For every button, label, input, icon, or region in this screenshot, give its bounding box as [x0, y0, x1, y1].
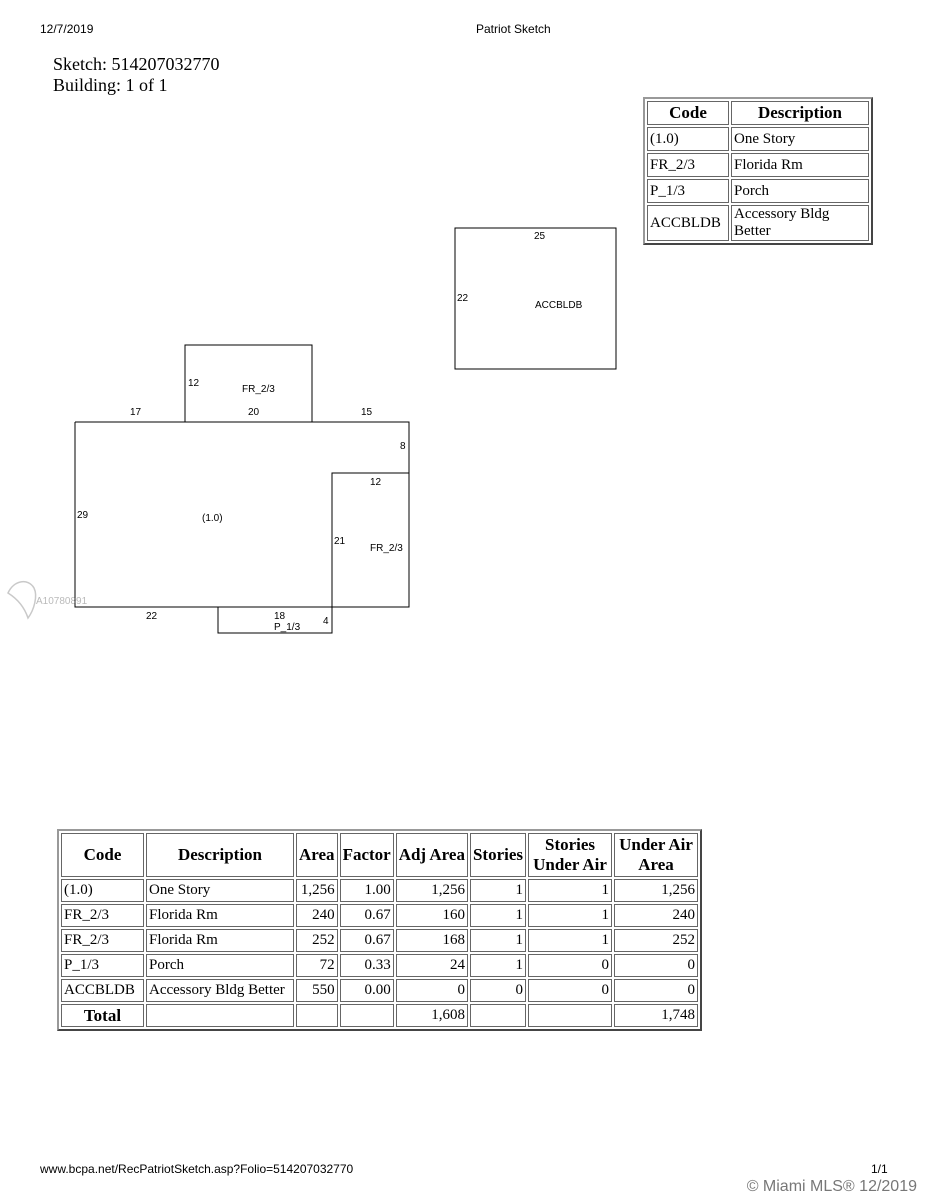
area-stories-under-air: 0: [528, 979, 612, 1002]
area-code: (1.0): [61, 879, 144, 902]
area-stories-under-air: 0: [528, 954, 612, 977]
area-adj-area: 0: [396, 979, 468, 1002]
area-under-air-area: 252: [614, 929, 698, 952]
area-adj-area: 160: [396, 904, 468, 927]
area-header-row: [61, 833, 698, 877]
area-total-row: [61, 1004, 698, 1027]
page-header-title: Patriot Sketch: [476, 22, 551, 36]
legend-description: Florida Rm: [731, 153, 869, 177]
area-adj-area: 1,256: [396, 879, 468, 902]
legend-header-code: Code: [647, 101, 729, 125]
legend-description: Accessory Bldg Better: [731, 205, 869, 241]
florida-room-top-name-label: FR_2/3: [242, 384, 275, 395]
page-number: 1/1: [871, 1162, 888, 1176]
area-stories-under-air: 1: [528, 904, 612, 927]
building-count: Building: 1 of 1: [53, 75, 168, 95]
area-row: [61, 979, 698, 1002]
accbldb-depth-label: 22: [457, 293, 469, 304]
area-description: Accessory Bldg Better: [146, 979, 294, 1002]
area-adj-area: 168: [396, 929, 468, 952]
area-summary-table: [57, 829, 702, 1031]
page-url: www.bcpa.net/RecPatriotSketch.asp?Folio=514207032770: [40, 1162, 354, 1176]
total-empty-cell: [146, 1004, 294, 1027]
porch-name-label: P_1/3: [274, 622, 301, 633]
area-row: [61, 954, 698, 977]
area-value: 550: [296, 979, 338, 1002]
main-top-right-length-label: 15: [361, 407, 373, 418]
area-code: ACCBLDB: [61, 979, 144, 1002]
area-under-air-area: 1,256: [614, 879, 698, 902]
porch-depth-label: 4: [323, 616, 329, 627]
area-header-adj-area: Adj Area: [396, 833, 468, 877]
florida-room-right-depth-label: 21: [334, 536, 346, 547]
legend-header-description: Description: [731, 101, 869, 125]
total-under-air-area: 1,748: [614, 1004, 698, 1027]
area-header-under-air-area: Under Air Area: [614, 833, 698, 877]
area-value: 240: [296, 904, 338, 927]
area-stories: 1: [470, 954, 526, 977]
florida-room-right-name-label: FR_2/3: [370, 543, 403, 554]
area-factor: 0.67: [340, 929, 394, 952]
area-stories-under-air: 1: [528, 929, 612, 952]
area-row: [61, 904, 698, 927]
print-date: 12/7/2019: [40, 22, 94, 36]
legend-code: FR_2/3: [647, 153, 729, 177]
area-under-air-area: 0: [614, 979, 698, 1002]
accbldb-outline: [455, 228, 616, 369]
main-top-left-length-label: 17: [130, 407, 142, 418]
area-header-description: Description: [146, 833, 294, 877]
legend-code: ACCBLDB: [647, 205, 729, 241]
mls-logo-watermark: [8, 582, 88, 618]
legend-code: P_1/3: [647, 179, 729, 203]
accbldb-width-label: 25: [534, 231, 546, 242]
area-row: [61, 929, 698, 952]
area-adj-area: 24: [396, 954, 468, 977]
area-description: Florida Rm: [146, 904, 294, 927]
area-header-area: Area: [296, 833, 338, 877]
mls-listing-id: A10780891: [36, 596, 88, 607]
area-factor: 0.00: [340, 979, 394, 1002]
area-header-stories-under-air: Stories Under Air: [528, 833, 612, 877]
main-bottom-length-label: 22: [146, 611, 158, 622]
area-description: One Story: [146, 879, 294, 902]
main-name-label: (1.0): [202, 513, 223, 524]
area-stories: 1: [470, 879, 526, 902]
florida-room-right-width-label: 12: [370, 477, 382, 488]
main-top-mid-length-label: 20: [248, 407, 260, 418]
area-description: Florida Rm: [146, 929, 294, 952]
accbldb-name-label: ACCBLDB: [535, 300, 583, 311]
total-label: Total: [61, 1004, 144, 1027]
main-left-length-label: 29: [77, 510, 89, 521]
area-code: P_1/3: [61, 954, 144, 977]
total-empty-cell: [528, 1004, 612, 1027]
area-value: 72: [296, 954, 338, 977]
area-under-air-area: 0: [614, 954, 698, 977]
sketch-number: Sketch: 514207032770: [53, 54, 220, 74]
area-code: FR_2/3: [61, 904, 144, 927]
area-stories: 1: [470, 904, 526, 927]
area-header-code: Code: [61, 833, 144, 877]
area-code: FR_2/3: [61, 929, 144, 952]
florida-room-top-depth-label: 12: [188, 378, 200, 389]
area-header-factor: Factor: [340, 833, 394, 877]
porch-width-label: 18: [274, 611, 286, 622]
area-value: 252: [296, 929, 338, 952]
area-row: [61, 879, 698, 902]
main-building-outline: [75, 422, 409, 607]
total-adj-area: 1,608: [396, 1004, 468, 1027]
mls-watermark: © Miami MLS® 12/2019: [746, 1178, 917, 1195]
total-empty-cell: [470, 1004, 526, 1027]
area-description: Porch: [146, 954, 294, 977]
area-stories: 0: [470, 979, 526, 1002]
area-header-stories: Stories: [470, 833, 526, 877]
legend-code: (1.0): [647, 127, 729, 151]
total-empty-cell: [340, 1004, 394, 1027]
area-factor: 0.67: [340, 904, 394, 927]
area-factor: 0.33: [340, 954, 394, 977]
area-value: 1,256: [296, 879, 338, 902]
area-under-air-area: 240: [614, 904, 698, 927]
area-stories-under-air: 1: [528, 879, 612, 902]
total-empty-cell: [296, 1004, 338, 1027]
area-factor: 1.00: [340, 879, 394, 902]
main-right-short-length-label: 8: [400, 441, 406, 452]
legend-description: One Story: [731, 127, 869, 151]
area-stories: 1: [470, 929, 526, 952]
legend-description: Porch: [731, 179, 869, 203]
